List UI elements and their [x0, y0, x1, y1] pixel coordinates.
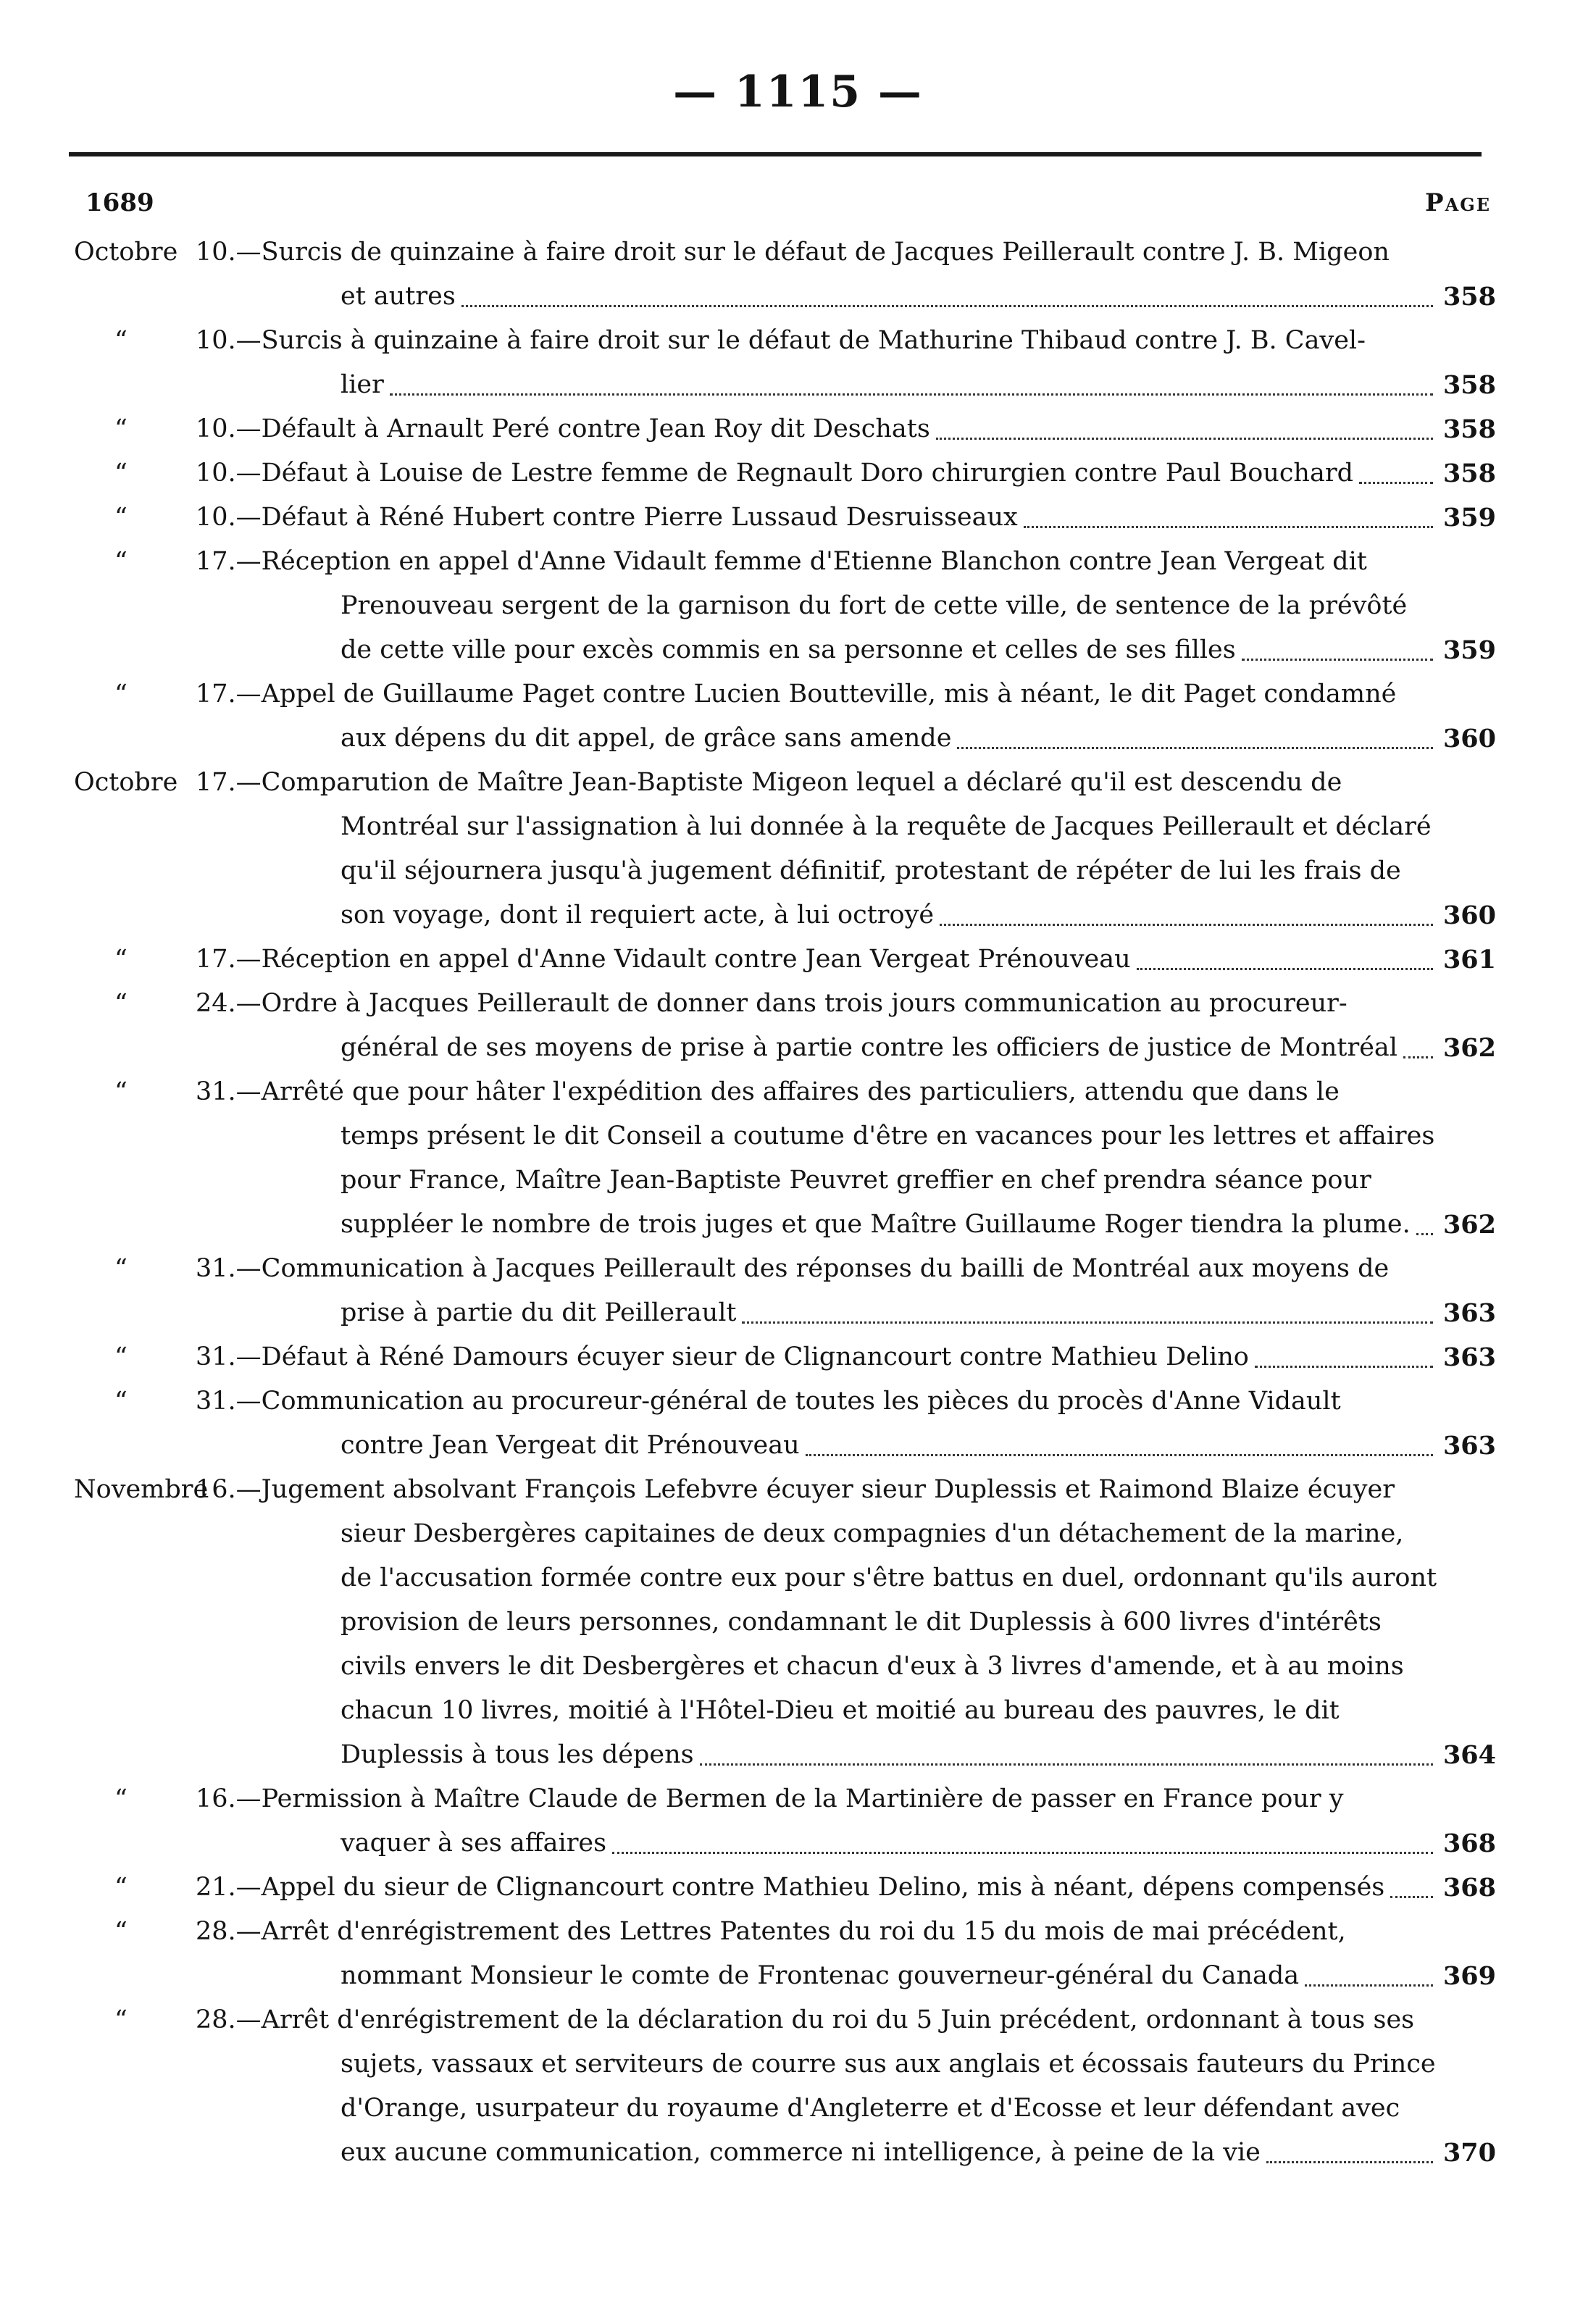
entry-line	[0, 451, 1596, 496]
entry-text: 17.—Comparution de Maître Jean-Baptiste Migeon lequel a déclaré qu'il est descendu de	[196, 768, 1342, 797]
ditto-mark: “	[114, 503, 128, 532]
dot-leader	[700, 1763, 1433, 1766]
dot-leader	[1242, 659, 1433, 661]
ditto-mark: “	[114, 414, 128, 443]
index-entry	[0, 496, 1596, 540]
index-entry	[0, 1866, 1596, 1910]
entry-line	[0, 1954, 1596, 1998]
page-reference: 368	[1442, 1829, 1496, 1858]
index-entry	[0, 407, 1596, 451]
dot-leader	[1403, 1056, 1433, 1058]
entry-text: et autres	[340, 282, 456, 311]
entry-text: Duplessis à tous les dépens	[340, 1740, 694, 1769]
entry-text: 31.—Arrêté que pour hâter l'expédition des affaires des particuliers, attendu que dans le	[196, 1077, 1340, 1106]
entry-line	[0, 230, 1596, 275]
entry-text: provision de leurs personnes, condamnant le dit Duplessis à 600 livres d'intérêts	[340, 1608, 1382, 1637]
dot-leader	[1266, 2161, 1433, 2163]
entry-text: 21.—Appel du sieur de Clignancourt contre Mathieu Delino, mis à néant, dépens compensés	[196, 1873, 1385, 1902]
entry-line	[0, 1777, 1596, 1821]
dot-leader	[1305, 1984, 1433, 1987]
entry-line	[0, 1424, 1596, 1468]
index-entry	[0, 982, 1596, 1070]
entry-line	[0, 1247, 1596, 1291]
header-rule	[69, 152, 1482, 156]
entry-line	[0, 628, 1596, 672]
index-entry	[0, 1998, 1596, 2175]
dot-leader	[940, 924, 1433, 926]
entry-text: prise à partie du dit Peillerault	[340, 1298, 737, 1327]
dot-leader	[461, 305, 1433, 307]
entry-line	[0, 982, 1596, 1026]
month-label: Novembre	[74, 1475, 209, 1504]
ditto-mark: “	[114, 1387, 128, 1416]
entry-line	[0, 1335, 1596, 1379]
entry-line	[0, 584, 1596, 628]
ditto-mark: “	[114, 459, 128, 488]
entry-line	[0, 1821, 1596, 1866]
entry-text: 31.—Communication à Jacques Peillerault des réponses du bailli de Montréal aux moyens de	[196, 1254, 1390, 1283]
entry-text: d'Orange, usurpateur du royaume d'Angleterre et d'Ecosse et leur défendant avec	[340, 2094, 1400, 2123]
entry-line	[0, 2087, 1596, 2131]
page-reference: 358	[1442, 459, 1496, 488]
entry-text: 31.—Communication au procureur-général de toutes les pièces du procès d'Anne Vidault	[196, 1387, 1341, 1416]
entry-text: chacun 10 livres, moitié à l'Hôtel-Dieu et moitié au bureau des pauvres, le dit	[340, 1696, 1340, 1725]
entry-line	[0, 1026, 1596, 1070]
page-reference: 360	[1442, 724, 1496, 753]
ditto-mark: “	[114, 326, 128, 355]
page-reference: 369	[1442, 1961, 1496, 1991]
entry-line	[0, 1600, 1596, 1645]
page-reference: 368	[1442, 1873, 1496, 1902]
entry-line	[0, 1203, 1596, 1247]
index-entry	[0, 761, 1596, 937]
entry-line	[0, 1379, 1596, 1424]
year-heading: 1689	[85, 188, 154, 217]
index-entry	[0, 451, 1596, 496]
entry-text: civils envers le dit Desbergères et chacun d'eux à 3 livres d'amende, et à au moins	[340, 1652, 1404, 1681]
entry-text: 10.—Défault à Arnault Peré contre Jean Roy dit Deschats	[196, 414, 930, 443]
entry-text: 10.—Surcis à quinzaine à faire droit sur le défaut de Mathurine Thibaud contre J. B. Cavel-	[196, 326, 1366, 355]
page-number: — 1115 —	[673, 67, 923, 117]
month-label: Octobre	[74, 238, 178, 267]
dot-leader	[390, 393, 1433, 396]
entry-text: de cette ville pour excès commis en sa personne et celles de ses filles	[340, 635, 1236, 664]
ditto-mark: “	[114, 1873, 128, 1902]
dot-leader	[1255, 1366, 1433, 1368]
entry-line	[0, 275, 1596, 319]
dot-leader	[936, 438, 1433, 440]
entry-line	[0, 893, 1596, 937]
entry-text: eux aucune communication, commerce ni intelligence, à peine de la vie	[340, 2138, 1261, 2167]
dot-leader	[1024, 526, 1433, 528]
ditto-mark: “	[114, 547, 128, 576]
dot-leader	[1359, 482, 1433, 484]
entry-text: son voyage, dont il requiert acte, à lui octroyé	[340, 901, 935, 930]
page-reference: 362	[1442, 1210, 1496, 1240]
entry-line	[0, 1733, 1596, 1777]
dot-leader	[742, 1321, 1433, 1324]
entry-text: temps présent le dit Conseil a coutume d'être en vacances pour les lettres et affaires	[340, 1122, 1435, 1150]
entry-line	[0, 1158, 1596, 1203]
ditto-mark: “	[114, 1917, 128, 1946]
page-reference: 363	[1442, 1431, 1496, 1461]
index-entry	[0, 1468, 1596, 1777]
page-reference: 358	[1442, 414, 1496, 444]
entry-text: 17.—Réception en appel d'Anne Vidault contre Jean Vergeat Prénouveau	[196, 945, 1131, 974]
index-entry	[0, 1247, 1596, 1335]
index-entry	[0, 1910, 1596, 1998]
page-reference: 362	[1442, 1033, 1496, 1063]
ditto-mark: “	[114, 945, 128, 974]
dot-leader	[957, 747, 1433, 749]
entry-text: 16.—Permission à Maître Claude de Bermen de la Martinière de passer en France pour y	[196, 1784, 1344, 1813]
entry-text: 17.—Appel de Guillaume Paget contre Lucien Boutteville, mis à néant, le dit Paget condamné	[196, 680, 1397, 709]
ditto-mark: “	[114, 1077, 128, 1106]
entry-text: 10.—Défaut à Réné Hubert contre Pierre Lussaud Desruisseaux	[196, 503, 1018, 532]
entry-line	[0, 761, 1596, 805]
entry-line	[0, 849, 1596, 893]
entry-line	[0, 672, 1596, 717]
entry-text: Prenouveau sergent de la garnison du fort de cette ville, de sentence de la prévôté	[340, 591, 1408, 620]
page-reference: 364	[1442, 1740, 1496, 1770]
dot-leader	[612, 1852, 1433, 1854]
entry-text: 16.—Jugement absolvant François Lefebvre écuyer sieur Duplessis et Raimond Blaize écuyer	[196, 1475, 1395, 1504]
entry-line	[0, 717, 1596, 761]
entry-line	[0, 1689, 1596, 1733]
entry-text: 17.—Réception en appel d'Anne Vidault femme d'Etienne Blanchon contre Jean Vergeat dit	[196, 547, 1367, 576]
entry-text: 28.—Arrêt d'enrégistrement des Lettres Patentes du roi du 15 du mois de mai précédent,	[196, 1917, 1346, 1946]
entry-line	[0, 1468, 1596, 1512]
entry-text: vaquer à ses affaires	[340, 1829, 607, 1858]
entry-line	[0, 1645, 1596, 1689]
index-entry	[0, 937, 1596, 982]
index-entry	[0, 672, 1596, 761]
ditto-mark: “	[114, 2005, 128, 2034]
entry-text: qu'il séjournera jusqu'à jugement définitif, protestant de répéter de lui les frais de	[340, 856, 1401, 885]
entry-line	[0, 2131, 1596, 2175]
ditto-mark: “	[114, 1342, 128, 1371]
page-reference: 363	[1442, 1298, 1496, 1328]
entry-text: 24.—Ordre à Jacques Peillerault de donner dans trois jours communication au procureur-	[196, 989, 1348, 1018]
entry-line	[0, 1998, 1596, 2042]
index-entry	[0, 1070, 1596, 1247]
ditto-mark: “	[114, 989, 128, 1018]
ditto-mark: “	[114, 680, 128, 709]
entry-line	[0, 1291, 1596, 1335]
ditto-mark: “	[114, 1254, 128, 1283]
page-reference: 358	[1442, 282, 1496, 312]
entry-text: sieur Desbergères capitaines de deux compagnies d'un détachement de la marine,	[340, 1519, 1404, 1548]
dot-leader	[1137, 968, 1433, 970]
entry-line	[0, 937, 1596, 982]
dot-leader	[1390, 1896, 1433, 1898]
entry-line	[0, 319, 1596, 363]
entry-line	[0, 540, 1596, 584]
page-reference: 361	[1442, 945, 1496, 974]
month-label: Octobre	[74, 768, 178, 797]
entry-text: 10.—Défaut à Louise de Lestre femme de Regnault Doro chirurgien contre Paul Bouchard	[196, 459, 1353, 488]
entry-text: suppléer le nombre de trois juges et que Maître Guillaume Roger tiendra la plume.	[340, 1210, 1411, 1239]
entry-text: contre Jean Vergeat dit Prénouveau	[340, 1431, 800, 1460]
entry-text: 28.—Arrêt d'enrégistrement de la déclaration du roi du 5 Juin précédent, ordonnant à tous ses	[196, 2005, 1415, 2034]
dot-leader	[806, 1454, 1433, 1456]
index-entry	[0, 1335, 1596, 1379]
entry-line	[0, 1114, 1596, 1158]
index-entry	[0, 540, 1596, 672]
entry-text: 10.—Surcis de quinzaine à faire droit sur le défaut de Jacques Peillerault contre J. B. Migeon	[196, 238, 1390, 267]
page-column-label: Page	[1425, 188, 1491, 217]
entry-text: Montréal sur l'assignation à lui donnée à la requête de Jacques Peillerault et déclaré	[340, 812, 1432, 841]
page-reference: 359	[1442, 635, 1496, 665]
entry-line	[0, 1866, 1596, 1910]
entry-text: aux dépens du dit appel, de grâce sans amende	[340, 724, 952, 753]
entry-text: nommant Monsieur le comte de Frontenac gouverneur-général du Canada	[340, 1961, 1300, 1990]
dot-leader	[1416, 1233, 1433, 1235]
ditto-mark: “	[114, 1784, 128, 1813]
entry-text: de l'accusation formée contre eux pour s'être battus en duel, ordonnant qu'ils auront	[340, 1563, 1437, 1592]
entry-line	[0, 1910, 1596, 1954]
page-reference: 358	[1442, 370, 1496, 400]
entry-line	[0, 1512, 1596, 1556]
entry-text: pour France, Maître Jean-Baptiste Peuvret greffier en chef prendra séance pour	[340, 1166, 1371, 1195]
index-entry	[0, 1379, 1596, 1468]
index-entry	[0, 319, 1596, 407]
entry-line	[0, 407, 1596, 451]
index-entries	[0, 230, 1596, 2175]
entry-line	[0, 1556, 1596, 1600]
entry-text: sujets, vassaux et serviteurs de courre sus aux anglais et écossais fauteurs du Prince	[340, 2050, 1436, 2079]
entry-text: lier	[340, 370, 384, 399]
entry-line	[0, 363, 1596, 407]
index-entry	[0, 230, 1596, 319]
entry-text: 31.—Défaut à Réné Damours écuyer sieur de Clignancourt contre Mathieu Delino	[196, 1342, 1249, 1371]
page-reference: 360	[1442, 901, 1496, 930]
entry-line	[0, 2042, 1596, 2087]
page-reference: 359	[1442, 503, 1496, 532]
entry-text: général de ses moyens de prise à partie contre les officiers de justice de Montréal	[340, 1033, 1397, 1062]
entry-line	[0, 1070, 1596, 1114]
index-entry	[0, 1777, 1596, 1866]
page-reference: 370	[1442, 2138, 1496, 2168]
entry-line	[0, 805, 1596, 849]
entry-line	[0, 496, 1596, 540]
page-reference: 363	[1442, 1342, 1496, 1372]
